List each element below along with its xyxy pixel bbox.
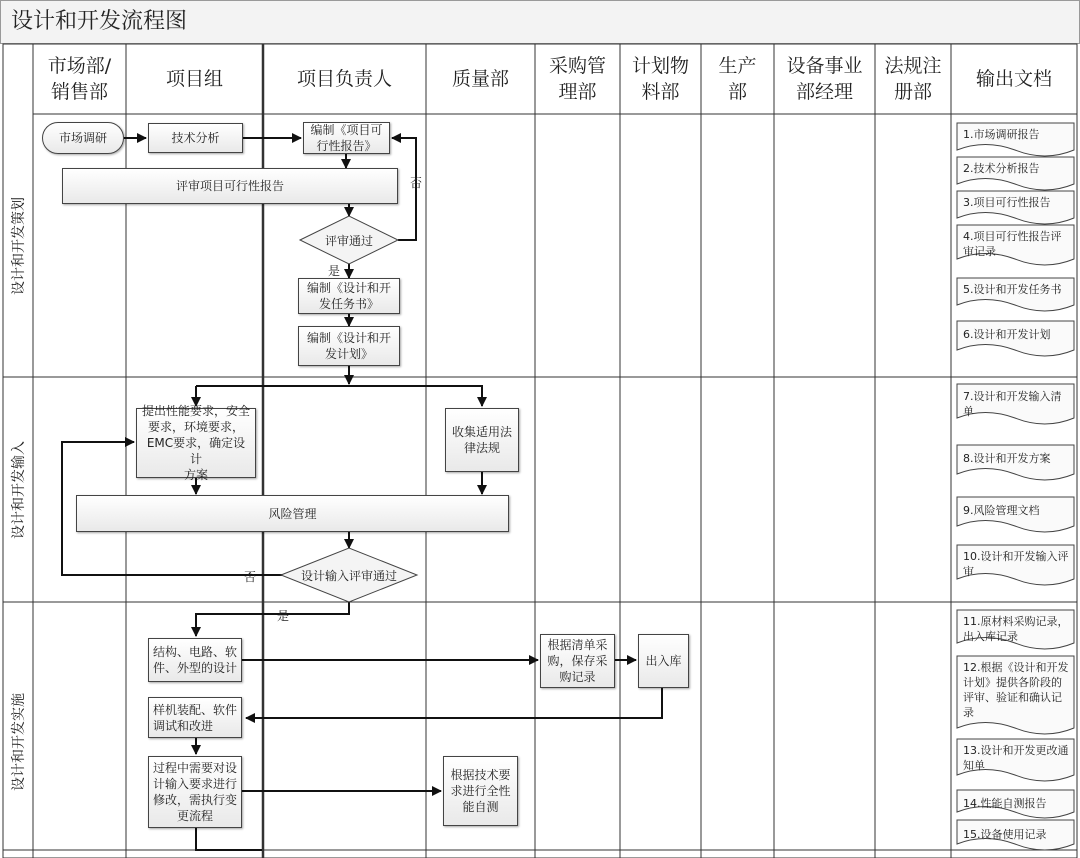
column-header-project-team: 项目组 — [165, 68, 223, 90]
label-yes-feasibility: 是 — [328, 264, 341, 278]
page-title: 设计和开发流程图 — [0, 0, 1080, 44]
output-doc: 2.技术分析报告 — [963, 162, 1040, 175]
column-header-market-sales: 市场部/ 销售部 — [47, 55, 112, 103]
column-header-planning: 计划物 料部 — [631, 55, 689, 103]
column-header-quality: 质量部 — [451, 68, 509, 90]
step-market-research[interactable]: 市场调研 — [42, 122, 124, 154]
step-self-test[interactable]: 根据技术要 求进行全性 能自测 — [443, 756, 518, 826]
column-header-equipment-manager: 设备事业 部经理 — [786, 55, 863, 103]
phase-label-implementation: 设计和开发实施 — [11, 693, 27, 791]
step-tech-analysis[interactable]: 技术分析 — [148, 123, 243, 153]
decision-review-pass[interactable]: 评审通过 — [324, 233, 373, 248]
step-assembly-debug[interactable]: 样机装配、软件 调试和改进 — [148, 697, 242, 738]
label-yes-input-review: 是 — [277, 609, 290, 623]
output-doc: 11.原材料采购记录，出入库记录 — [963, 615, 1069, 643]
column-header-regulatory: 法规注 册部 — [884, 55, 942, 103]
output-doc: 3.项目可行性报告 — [963, 196, 1051, 209]
column-header-output-docs: 输出文档 — [975, 68, 1052, 90]
step-collect-regulations[interactable]: 收集适用法 律法规 — [445, 408, 519, 472]
step-design[interactable]: 结构、电路、软 件、外型的设计 — [148, 638, 242, 682]
output-doc: 10.设计和开发输入评审 — [963, 550, 1069, 578]
label-no-input-review: 否 — [244, 570, 257, 584]
step-requirements[interactable]: 提出性能要求，安全 要求，环境要求， EMC要求，确定设计 方案 — [136, 408, 256, 478]
decision-input-review-pass[interactable]: 设计输入评审通过 — [300, 568, 397, 583]
step-dev-plan[interactable]: 编制《设计和开 发计划》 — [298, 326, 400, 366]
output-doc: 14.性能自测报告 — [963, 797, 1047, 810]
column-header-project-lead: 项目负责人 — [296, 68, 392, 90]
step-purchase[interactable]: 根据清单采 购，保存采 购记录 — [540, 634, 615, 688]
phase-label-planning: 设计和开发策划 — [11, 197, 27, 295]
phase-label-input: 设计和开发输入 — [11, 441, 27, 539]
step-feasibility-report[interactable]: 编制《项目可 行性报告》 — [303, 122, 390, 154]
output-doc: 9.风险管理文档 — [963, 504, 1040, 517]
step-stock-in-out[interactable]: 出入库 — [638, 634, 689, 688]
output-doc: 1.市场调研报告 — [963, 128, 1040, 141]
output-doc: 6.设计和开发计划 — [963, 328, 1051, 341]
step-risk-management[interactable]: 风险管理 — [76, 495, 509, 532]
output-doc: 13.设计和开发更改通知单 — [963, 744, 1069, 772]
step-change-process[interactable]: 过程中需要对设 计输入要求进行 修改，需执行变 更流程 — [148, 756, 242, 828]
column-header-purchasing: 采购管 理部 — [548, 55, 606, 103]
label-no-feasibility: 否 — [410, 176, 423, 190]
output-doc: 8.设计和开发方案 — [963, 452, 1051, 465]
output-doc: 12.根据《设计和开发计划》提供各阶段的评审、验证和确认记录 — [963, 661, 1069, 719]
output-doc: 15.设备使用记录 — [963, 828, 1047, 841]
output-doc: 5.设计和开发任务书 — [963, 283, 1062, 296]
output-doc: 4.项目可行性报告评审记录 — [963, 230, 1062, 258]
step-task-book[interactable]: 编制《设计和开 发任务书》 — [298, 278, 400, 314]
output-doc: 7.设计和开发输入清单 — [963, 390, 1062, 418]
column-header-production: 生产 部 — [718, 55, 757, 103]
step-review-feasibility[interactable]: 评审项目可行性报告 — [62, 168, 398, 204]
